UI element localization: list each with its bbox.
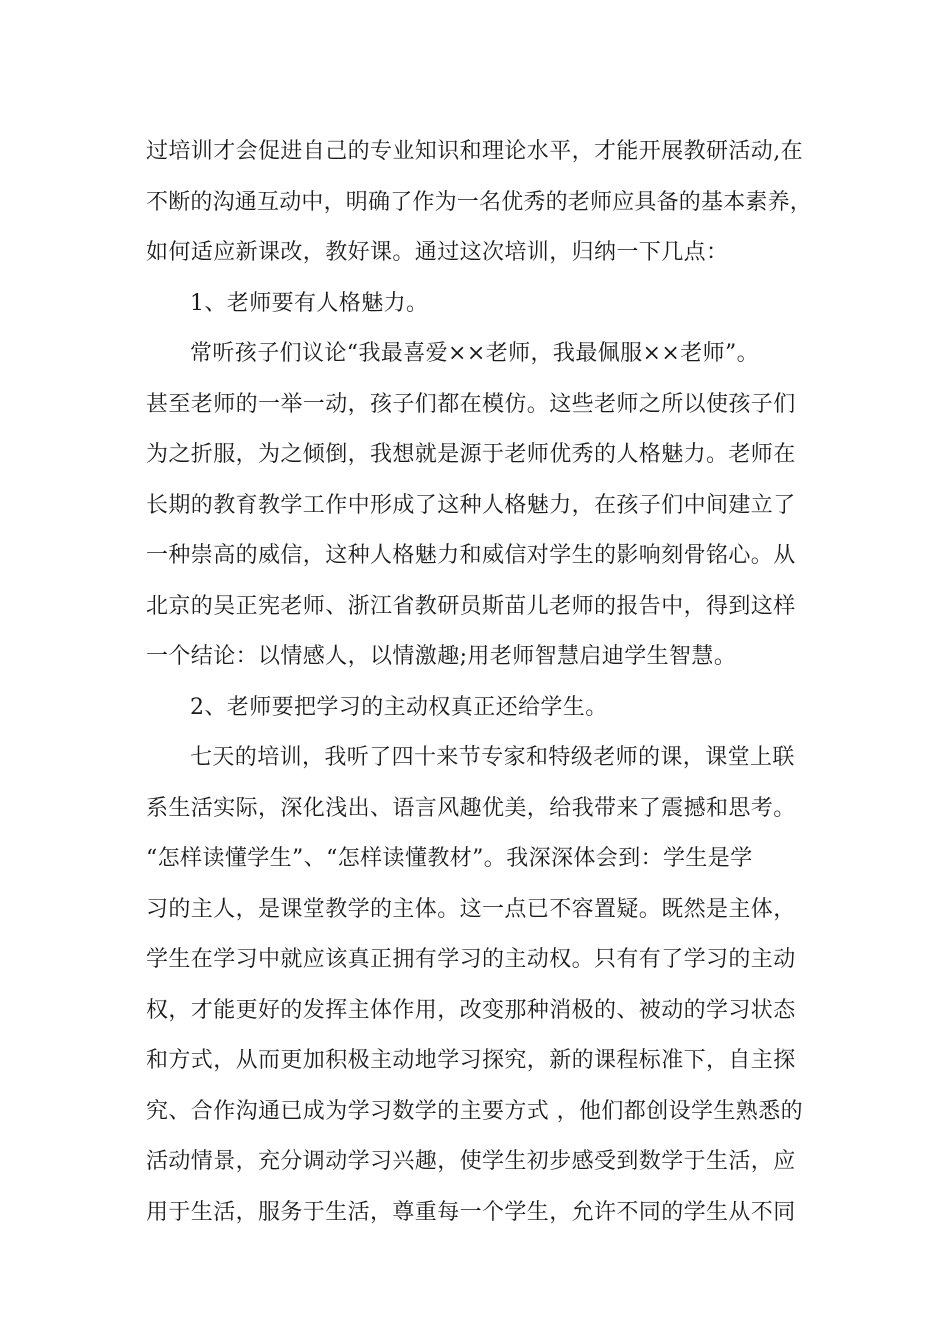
text-line: 2、老师要把学习的主动权真正还给学生。 — [190, 694, 608, 720]
text-line: 七天的培训，我听了四十来节专家和特级老师的课，课堂上联 — [190, 745, 795, 770]
text-line: 如何适应新课改，教好课。通过这次培训，归纳一下几点： — [146, 240, 729, 265]
text-line: 和方式，从而更加积极主动地学习探究，新的课程标准下，自主探 — [146, 1048, 796, 1073]
text-line: 究、合作沟通已成为学习数学的主要方式 ，他们都创设学生熟悉的 — [146, 1098, 803, 1124]
document-body — [146, 130, 811, 1241]
text-line: 常听孩子们议论“我最喜爱××老师，我最佩服××老师”。 — [190, 341, 760, 366]
text-line: 甚至老师的一举一动，孩子们都在模仿。这些老师之所以使孩子们 — [146, 391, 796, 417]
text-line: 学生在学习中就应该真正拥有学习的主动权。只有有了学习的主动 — [146, 947, 796, 972]
text-line: 一种崇高的威信，这种人格魅力和威信对学生的影响刻骨铭心。从 — [146, 543, 796, 568]
text-line: 习的主人，是课堂教学的主体。这一点已不容置疑。既然是主体， — [146, 896, 796, 922]
text-line: 1、老师要有人格魅力。 — [190, 290, 429, 316]
text-line: 过培训才会促进自己的专业知识和理论水平，才能开展教研活动,在 — [146, 139, 803, 164]
text-line: 活动情景，充分调动学习兴趣，使学生初步感受到数学于生活，应 — [146, 1149, 796, 1174]
text-line: 权，才能更好的发挥主体作用，改变那种消极的、被动的学习状态 — [146, 997, 796, 1023]
text-line: 长期的教育教学工作中形成了这种人格魅力，在孩子们中间建立了 — [146, 492, 796, 518]
text-line: 系生活实际，深化浅出、语言风趣优美，给我带来了震撼和思考。 — [146, 795, 796, 821]
text-line: 用于生活，服务于生活，尊重每一个学生，允许不同的学生从不同 — [146, 1199, 796, 1225]
text-line: “怎样读懂学生”、“怎样读懂教材”。我深深体会到：学生是学 — [146, 846, 753, 871]
text-line: 北京的吴正宪老师、浙江省教研员斯苗儿老师的报告中，得到这样 — [146, 593, 796, 619]
text-line: 为之折服，为之倾倒，我想就是源于老师优秀的人格魅力。老师在 — [146, 442, 796, 467]
text-line: 一个结论：以情感人，以情激趣;用老师智慧启迪学生智慧。 — [146, 644, 737, 669]
text-line: 不断的沟通互动中，明确了作为一名优秀的老师应具备的基本素养， — [146, 189, 813, 215]
